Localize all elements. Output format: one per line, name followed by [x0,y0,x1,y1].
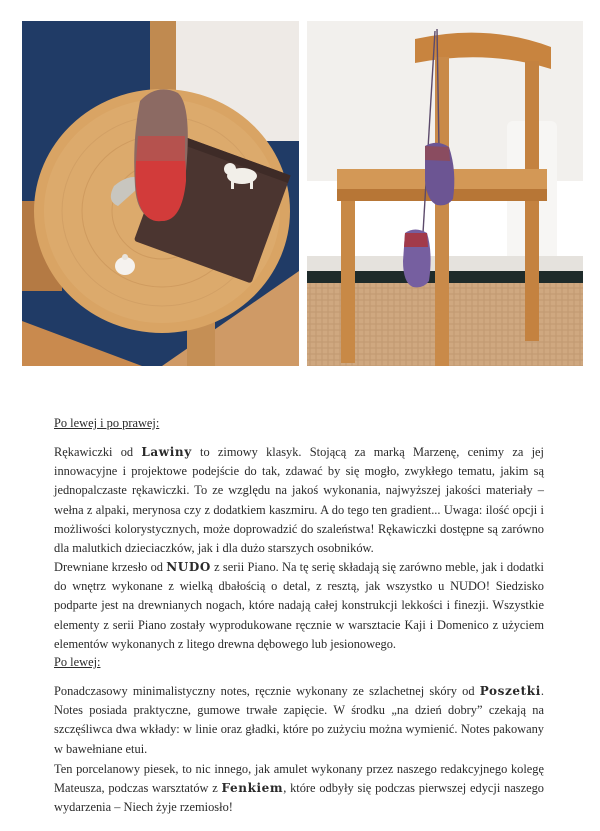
paragraph-nudo-chair [54,558,544,654]
section-heading-left-right [54,414,544,433]
brand-lawina: Lawiny [141,445,192,459]
brand-fenek: Fenkiem [221,781,284,796]
photo-stool-mitten-notebook [22,21,299,366]
brand-poszetka: Poszetki [479,684,541,698]
heading-po-lewej-i-po-prawej: Po lewej i po prawej: [54,416,160,430]
paragraph-text: Rękawiczki od Lawiny to zimowy klasyk. Stojącą za marką Marzenę, cenimy za jej innowacyjne i projektowe podejście do tak, zdawać by się mogło, zwykłego tematu, jakim są jednopalczaste rękawiczki. To ze względu na jakoś wykonania, najwyższej jakości materiały – wełna z alpaki, merynosa czy z dodatkiem kaszmiru. A do tego ten gradient... Uwaga: ilość opcji i możliwości kolorystycznych, może doprowadzić do szaleństwa! Rękawiczki dostępne są zarówno dla malutkich dzieciaczków, jak i dla dużo starszych osobników. [54,445,544,556]
paragraph-poszetka-notebook [54,682,544,759]
paragraph-lawina-mittens [54,443,544,558]
paragraph-text: Drewniane krzesło od NUDO z serii Piano. Na tę serię składają się zarówno meble, jak i dodatki do wnętrz wykonane z wielką dbałością o detal, z resztą, jak wszystko u NUDO! Siedzisko podparte jest na drewnianych nogach, które nadają całej konstrukcji lekkości i finezji. Wszystkie elementy z serii Piano zostały wyprodukowane ręcznie w warsztacie Kaji i Domenico z użyciem elementów wykonanych z litego drewna dębowego lub jesionowego. [54,560,544,651]
brand-nudo: NUDO [166,560,211,574]
paragraph-text: Ponadczasowy minimalistyczny notes, ręcznie wykonany ze szlachetnej skóry od Poszetki. Notes posiada praktyczne, gumowe trwałe zapięcie. W środku „na dzień dobry” czekają na szczęśliwca dwa wkłady: w linie oraz gładki, które po zużyciu można wymienić. Notes pakowany w bawełniane etui. [54,684,544,756]
paragraph-text: Ten porcelanowy piesek, to nic innego, jak amulet wykonany przez naszego redakcyjnego kolegę Mateusza, podczas warsztatów z Fenkiem, które odbyły się podczas pierwszej edycji naszego wydarzenia – Niech żyje rzemiosło! [54,762,544,815]
heading-po-lewej: Po lewej: [54,655,101,669]
section-heading-left [54,653,544,672]
paragraph-fenek-dog [54,760,544,818]
photo-chair-hanging-mittens [307,21,583,366]
